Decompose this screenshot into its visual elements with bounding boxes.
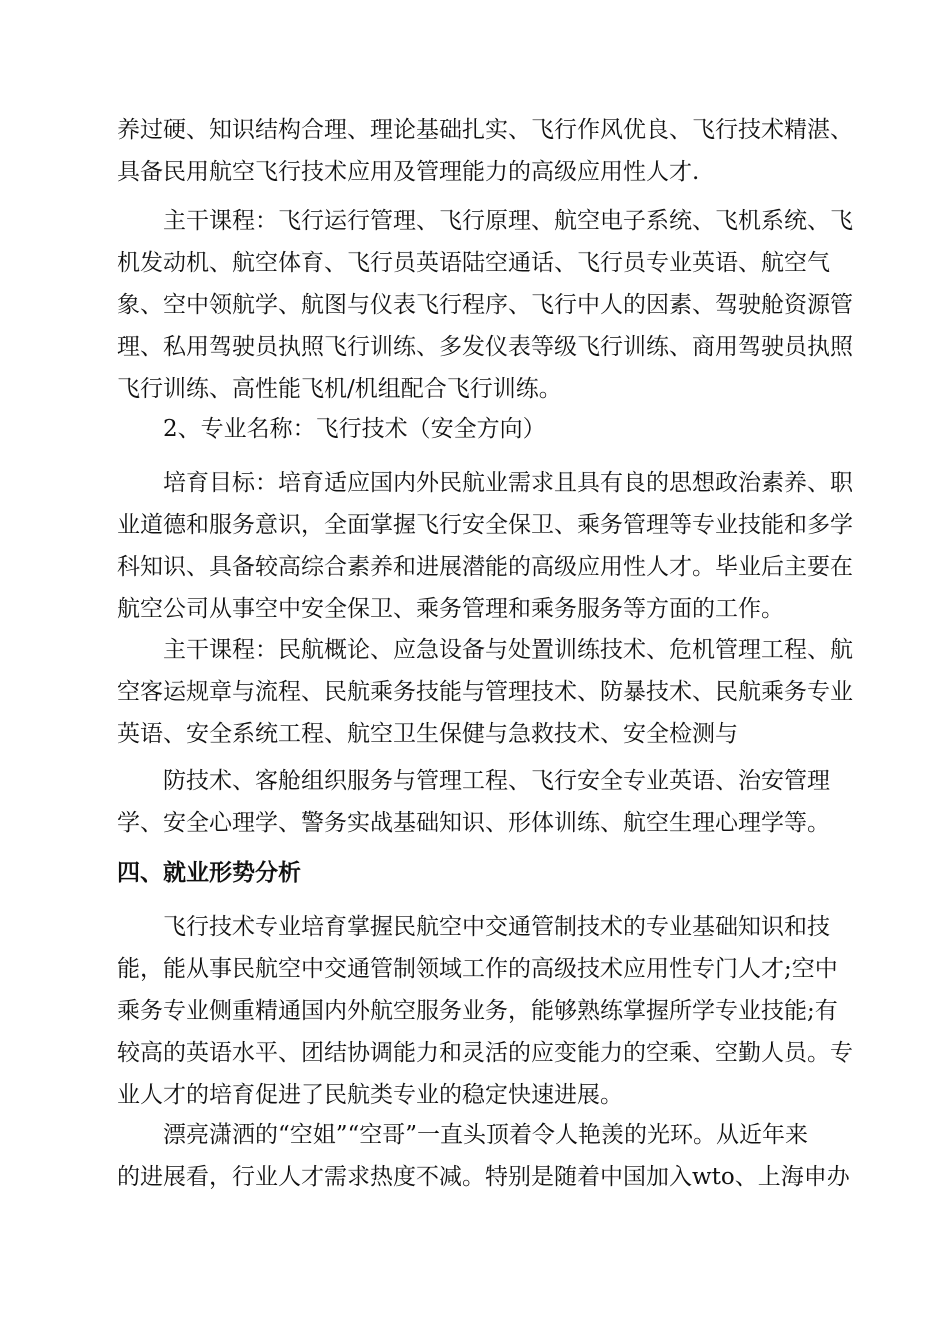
paragraph-core-courses-security-cont bbox=[117, 760, 835, 844]
text-line: 能，能从事民航空中交通管制领域工作的高级技术应用性专门人才;空中 bbox=[117, 956, 838, 982]
text-line: 空客运规章与流程、民航乘务技能与管理技术、防暴技术、民航乘务专业 bbox=[117, 679, 853, 705]
text-line: 2、专业名称：飞行技术（安全方向） bbox=[163, 416, 546, 442]
text-line: 学、安全心理学、警务实战基础知识、形体训练、航空生理心理学等。 bbox=[117, 810, 830, 836]
text-line: 主干课程：飞行运行管理、飞行原理、航空电子系统、飞机系统、飞 bbox=[163, 208, 853, 234]
text-line: 飞行技术专业培育掌握民航空中交通管制技术的专业基础知识和技 bbox=[163, 914, 830, 940]
text-line: 航空公司从事空中安全保卫、乘务管理和乘务服务等方面的工作。 bbox=[117, 596, 784, 622]
text-line: 主干课程：民航概论、应急设备与处置训练技术、危机管理工程、航 bbox=[163, 637, 853, 663]
text-line: 象、空中领航学、航图与仪表飞行程序、飞行中人的因素、驾驶舱资源管 bbox=[117, 292, 853, 318]
paragraph-core-courses-security bbox=[117, 629, 853, 755]
text-line: 机发动机、航空体育、飞行员英语陆空通话、飞行员专业英语、航空气 bbox=[117, 250, 830, 276]
section-heading-text: 四、就业形势分析 bbox=[117, 860, 301, 886]
text-line: 科知识、具备较高综合素养和进展潜能的高级应用性人才。毕业后主要在 bbox=[117, 554, 853, 580]
text-line: 理、私用驾驶员执照飞行训练、多发仪表等级飞行训练、商用驾驶员执照 bbox=[117, 334, 853, 360]
text-line: 较高的英语水平、团结协调能力和灵活的应变能力的空乘、空勤人员。专 bbox=[117, 1040, 853, 1066]
section-heading-employment bbox=[117, 852, 835, 894]
text-line: 的进展看，行业人才需求热度不减。特别是随着中国加入wto、上海申办 bbox=[117, 1164, 850, 1190]
text-line: 防技术、客舱组织服务与管理工程、飞行安全专业英语、治安管理 bbox=[163, 768, 830, 794]
paragraph-training-goal-security bbox=[117, 462, 853, 630]
text-line: 乘务专业侧重精通国内外航空服务业务，能够熟练掌握所学专业技能;有 bbox=[117, 998, 838, 1024]
paragraph-industry-demand bbox=[117, 1114, 850, 1198]
text-line: 英语、安全系统工程、航空卫生保健与急救技术、安全检测与 bbox=[117, 721, 738, 747]
paragraph-training-goal-end bbox=[117, 109, 853, 193]
text-line: 飞行训练、高性能飞机/机组配合飞行训练。 bbox=[117, 376, 562, 402]
paragraph-employment-overview bbox=[117, 906, 853, 1116]
text-line: 漂亮潇洒的“空姐”“空哥”一直头顶着令人艳羡的光环。从近年来 bbox=[163, 1122, 809, 1148]
paragraph-major-name-security bbox=[117, 408, 835, 450]
text-line: 具备民用航空飞行技术应用及管理能力的高级应用性人才. bbox=[117, 159, 700, 185]
text-line: 养过硬、知识结构合理、理论基础扎实、飞行作风优良、飞行技术精湛、 bbox=[117, 117, 853, 143]
text-line: 业道德和服务意识，全面掌握飞行安全保卫、乘务管理等专业技能和多学 bbox=[117, 512, 853, 538]
text-line: 培育目标：培育适应国内外民航业需求且具有良的思想政治素养、职 bbox=[163, 470, 853, 496]
text-line: 业人才的培育促进了民航类专业的稳定快速进展。 bbox=[117, 1082, 623, 1108]
paragraph-core-courses-pilot bbox=[117, 200, 853, 410]
